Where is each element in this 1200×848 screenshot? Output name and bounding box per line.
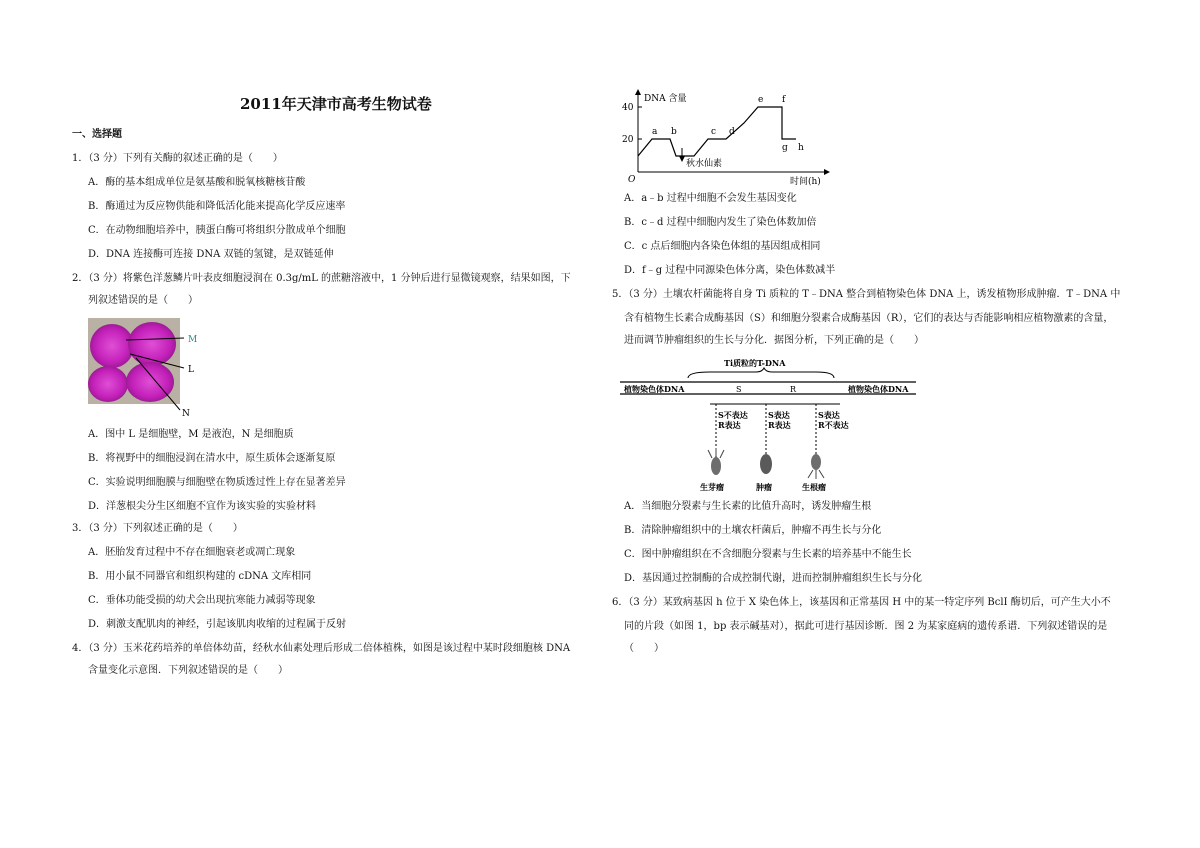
- q4-stem-line1: 4．（3 分）玉米花药培养的单倍体幼苗，经秋水仙素处理后形成二倍体植株，如图是该过程中某时段细胞核 DNA: [72, 643, 571, 654]
- q1-option-c: C．在动物细胞培养中，胰蛋白酶可将组织分散成单个细胞: [88, 225, 346, 236]
- q5-option-a: A．当细胞分裂素与生长素的比值升高时，诱发肿瘤生根: [624, 501, 872, 512]
- label-m: M: [188, 335, 198, 345]
- q5-stem-line3: 进而调节肿瘤组织的生长与分化．据图分析，下列正确的是（ ）: [624, 335, 924, 346]
- label-n: N: [182, 409, 190, 416]
- diagram-chrom-right: 植物染色体DNA: [848, 384, 909, 394]
- q5-option-d: D．基因通过控制酶的合成控制代谢，进而控制肿瘤组织生长与分化: [624, 573, 923, 584]
- q4-dna-content-chart: [618, 88, 834, 188]
- section-heading: 一、选择题: [72, 129, 122, 140]
- chart-x-arrow: [824, 169, 830, 175]
- q1-option-a: A．酶的基本组成单位是氨基酸和脱氧核糖核苷酸: [88, 177, 306, 188]
- q2-option-b: B．将视野中的细胞浸润在清水中，原生质体会逐渐复原: [88, 453, 336, 464]
- q1-stem: 1．（3 分）下列有关酶的叙述正确的是（ ）: [72, 153, 283, 164]
- q5-option-c: C．图中肿瘤组织在不含细胞分裂素与生长素的培养基中不能生长: [624, 549, 912, 560]
- q4-option-a: A．a﹣b 过程中细胞不会发生基因变化: [624, 193, 797, 204]
- chart-point-d: d: [729, 127, 735, 137]
- q2-micrograph-figure: [86, 316, 216, 416]
- chart-annotation-arrowhead: [679, 156, 685, 162]
- chart-point-f: f: [782, 95, 786, 105]
- diagram-tumor-shoot: 生芽瘤: [700, 482, 724, 492]
- chart-point-b: b: [671, 127, 677, 137]
- diagram-case2-line1: S表达: [768, 410, 790, 420]
- chart-x-label: 时间(h): [790, 177, 821, 187]
- chart-point-a: a: [652, 127, 658, 137]
- diagram-tdna-brace: [688, 368, 834, 378]
- chart-ytick-20: 20: [622, 135, 634, 145]
- chart-ytick-40: 40: [622, 103, 634, 113]
- q6-stem-line2: 同的片段（如图 1，bp 表示碱基对），据此可进行基因诊断．图 2 为某家庭病的遗传系谱．下列叙述错误的是: [624, 621, 1108, 632]
- diagram-tdna-label: Ti质粒的T-DNA: [724, 358, 786, 368]
- q3-stem: 3．（3 分）下列叙述正确的是（ ）: [72, 523, 243, 534]
- diagram-case3-line2: R不表达: [818, 420, 849, 430]
- q5-tdna-diagram: [620, 354, 920, 494]
- chart-point-h: h: [798, 143, 804, 153]
- label-l: L: [188, 365, 194, 375]
- q2-option-d: D．洋葱根尖分生区细胞不宜作为该实验的实验材料: [88, 501, 317, 512]
- q2-stem-line2: 列叙述错误的是（ ）: [88, 295, 198, 306]
- q4-option-b: B．c﹣d 过程中细胞内发生了染色体数加倍: [624, 217, 817, 228]
- cell-4: [126, 362, 174, 402]
- diagram-case1-line1: S不表达: [718, 410, 748, 420]
- q4-stem-line2: 含量变化示意图．下列叙述错误的是（ ）: [88, 665, 288, 676]
- diagram-gene-s: S: [736, 385, 742, 394]
- chart-annotation: 秋水仙素: [686, 159, 723, 169]
- q2-option-a: A．图中 L 是细胞壁，M 是液泡，N 是细胞质: [88, 429, 294, 440]
- q1-option-b: B．酶通过为反应物供能和降低活化能来提高化学反应速率: [88, 201, 346, 212]
- q6-stem-line1: 6．（3 分）某致病基因 h 位于 X 染色体上，该基因和正常基因 H 中的某一特定序列 BclI 酶切后，可产生大小不: [612, 597, 1111, 608]
- q5-stem-line2: 含有植物生长素合成酶基因（S）和细胞分裂素合成酶基因（R），它们的表达与否能影响相应植物激素的含量，: [624, 313, 1114, 324]
- tumor-sketch: [760, 454, 772, 474]
- q6-stem-line3: （ ）: [624, 643, 664, 654]
- q4-option-d: D．f﹣g 过程中同源染色体分离，染色体数减半: [624, 265, 836, 276]
- q3-option-b: B．用小鼠不同器官和组织构建的 cDNA 文库相同: [88, 571, 312, 582]
- q1-option-d: D．DNA 连接酶可连接 DNA 双链的氢键，是双链延伸: [88, 249, 334, 260]
- chart-point-e: e: [758, 95, 764, 105]
- q5-option-b: B．清除肿瘤组织中的土壤农杆菌后，肿瘤不再生长与分化: [624, 525, 882, 536]
- diagram-gene-r: R: [790, 385, 797, 394]
- chart-point-c: c: [711, 127, 717, 137]
- diagram-case3-line1: S表达: [818, 410, 840, 420]
- diagram-chrom-left: 植物染色体DNA: [624, 384, 685, 394]
- chart-point-g: g: [782, 143, 788, 153]
- chart-origin: O: [628, 175, 636, 185]
- chart-y-arrow: [635, 89, 641, 95]
- q2-stem-line1: 2．（3 分）将紫色洋葱鳞片叶表皮细胞浸润在 0.3g/mL 的蔗糖溶液中，1 分钟后进行显微镜观察，结果如图，下: [72, 273, 571, 284]
- q2-option-c: C．实验说明细胞膜与细胞壁在物质透过性上存在显著差异: [88, 477, 346, 488]
- diagram-tumor-root: 生根瘤: [802, 482, 826, 492]
- chart-y-label: DNA 含量: [644, 94, 687, 104]
- q3-option-a: A．胚胎发育过程中不存在细胞衰老或凋亡现象: [88, 547, 296, 558]
- diagram-tumor: 肿瘤: [756, 482, 772, 492]
- q4-option-c: C．c 点后细胞内各染色体组的基因组成相同: [624, 241, 821, 252]
- cell-1: [90, 324, 134, 368]
- q3-option-d: D．刺激支配肌肉的神经，引起该肌肉收缩的过程属于反射: [88, 619, 347, 630]
- diagram-case1-line2: R表达: [718, 420, 741, 430]
- chart-dna-line: [638, 107, 796, 156]
- tumor-root-sketch: [808, 454, 824, 479]
- tumor-shoot-sketch: [708, 448, 724, 475]
- cell-3: [88, 366, 128, 402]
- q5-stem-line1: 5．（3 分）土壤农杆菌能将自身 Ti 质粒的 T﹣DNA 整合到植物染色体 DNA 上，诱发植物形成肿瘤．T﹣DNA 中: [612, 289, 1121, 300]
- q3-option-c: C．垂体功能受损的幼犬会出现抗寒能力减弱等现象: [88, 595, 316, 606]
- diagram-case2-line2: R表达: [768, 420, 791, 430]
- page-title: 2011年天津市高考生物试卷: [240, 95, 432, 113]
